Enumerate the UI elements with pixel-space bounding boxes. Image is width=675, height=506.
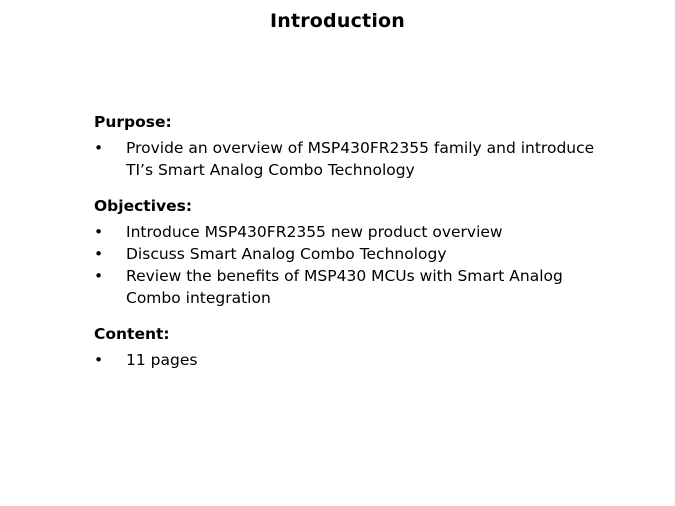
list-item (94, 265, 614, 309)
section-content (94, 324, 614, 371)
bullet-marker-icon: • (94, 244, 104, 263)
section-purpose (94, 112, 614, 181)
bullet-list-objectives (94, 221, 614, 309)
section-objectives (94, 196, 614, 309)
section-heading-content: Content: (94, 324, 170, 343)
section-heading-objectives: Objectives: (94, 196, 193, 215)
list-item-text: Introduce MSP430FR2355 new product overview (126, 222, 503, 241)
list-item-text: 11 pages (126, 350, 198, 369)
list-item (94, 137, 614, 181)
bullet-list-purpose (94, 137, 614, 181)
bullet-marker-icon: • (94, 138, 104, 157)
list-item (94, 221, 614, 243)
bullet-marker-icon: • (94, 266, 104, 285)
bullet-marker-icon: • (94, 222, 104, 241)
bullet-list-content (94, 349, 614, 371)
list-item (94, 349, 614, 371)
bullet-marker-icon: • (94, 350, 104, 369)
list-item-text: Provide an overview of MSP430FR2355 family and introduce TI’s Smart Analog Combo Technology (126, 138, 595, 179)
list-item (94, 243, 614, 265)
list-item-text: Discuss Smart Analog Combo Technology (126, 244, 447, 263)
slide-body (94, 112, 614, 371)
list-item-text: Review the benefits of MSP430 MCUs with Smart Analog Combo integration (126, 266, 563, 307)
section-heading-purpose: Purpose: (94, 113, 172, 131)
page-title: Introduction (269, 10, 406, 32)
